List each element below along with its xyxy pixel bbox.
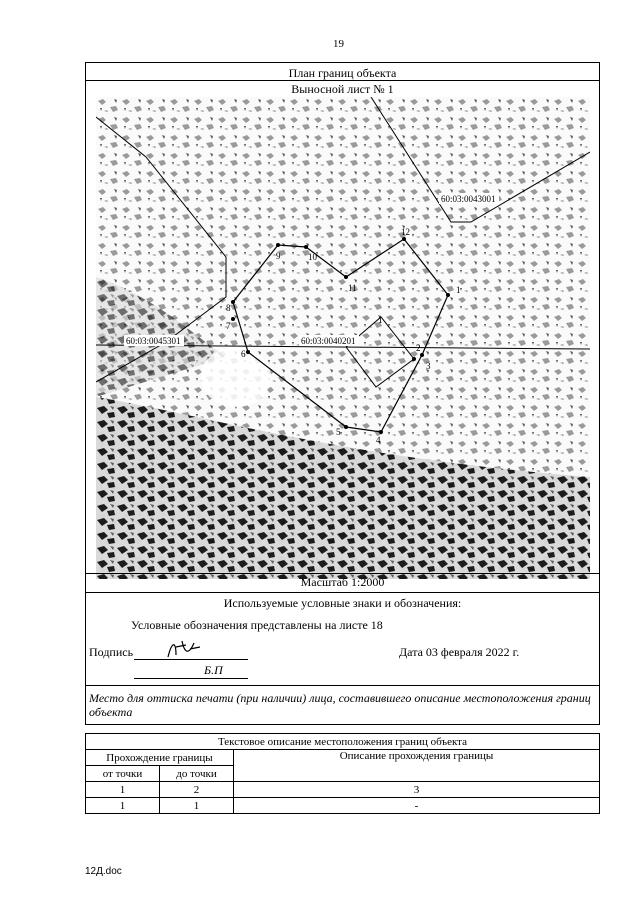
signatory-name: Б.П (204, 663, 223, 677)
col-header-to: до точки (160, 766, 234, 782)
col-header-desc: Описание прохождения границы (234, 750, 600, 782)
col-header-from: от точки (86, 766, 160, 782)
map-svg (96, 97, 590, 579)
table-row (86, 798, 600, 814)
point-label: 5 (336, 427, 341, 437)
cell-to: 1 (160, 798, 234, 814)
point-label: 3 (426, 361, 431, 371)
cell-desc: 3 (234, 782, 600, 798)
cell-desc: - (234, 798, 600, 814)
point-label: 7 (226, 321, 231, 331)
cell-from: 1 (86, 798, 160, 814)
point-label: 4 (376, 435, 381, 445)
cell-to: 2 (160, 782, 234, 798)
parcel-label: 60:03:0043001 (441, 194, 496, 204)
point-label: 1 (456, 285, 461, 295)
divider (86, 592, 599, 593)
boundary-description-table (85, 733, 600, 814)
footer-filename: 12Д.doc (85, 866, 122, 877)
point-label: 2 (416, 343, 421, 353)
parcel-label: 60:03:0045301 (126, 336, 181, 346)
point-label: 8 (226, 303, 231, 313)
parcel-label: 60:03:0040201 (301, 336, 356, 346)
plan-subtitle: Выносной лист № 1 (291, 82, 394, 96)
point-label: 10 (308, 252, 317, 262)
divider (86, 685, 599, 686)
signature-date: Дата 03 февраля 2022 г. (399, 645, 520, 659)
map-area (96, 97, 590, 579)
stamp-place-note: Место для оттиска печати (при наличии) лица, составившего описание местоположения границ объекта (89, 691, 591, 719)
point-label: 1 (378, 315, 383, 325)
point-label: 9 (276, 251, 281, 261)
table-row (86, 782, 600, 798)
plan-frame (85, 62, 600, 725)
signature-mark (164, 637, 204, 663)
scale-label: Масштаб 1:2000 (300, 575, 385, 589)
plan-title: План границ объекта (288, 66, 397, 80)
table-caption: Текстовое описание местоположения границ объекта (86, 734, 600, 750)
point-label: 11 (348, 283, 357, 293)
col-header-pass: Прохождение границы (86, 750, 234, 766)
signature-line (134, 678, 248, 679)
legend-heading: Используемые условные знаки и обозначения: (223, 596, 462, 610)
divider (86, 573, 599, 574)
point-label: 12 (401, 227, 410, 237)
cell-from: 1 (86, 782, 160, 798)
page-number: 19 (333, 38, 344, 50)
legend-text: Условные обозначения представлены на листе 18 (131, 618, 383, 632)
signature-label: Подпись (89, 645, 134, 659)
divider (86, 80, 599, 81)
point-label: 6 (241, 349, 246, 359)
map-light-patch (201, 347, 271, 407)
